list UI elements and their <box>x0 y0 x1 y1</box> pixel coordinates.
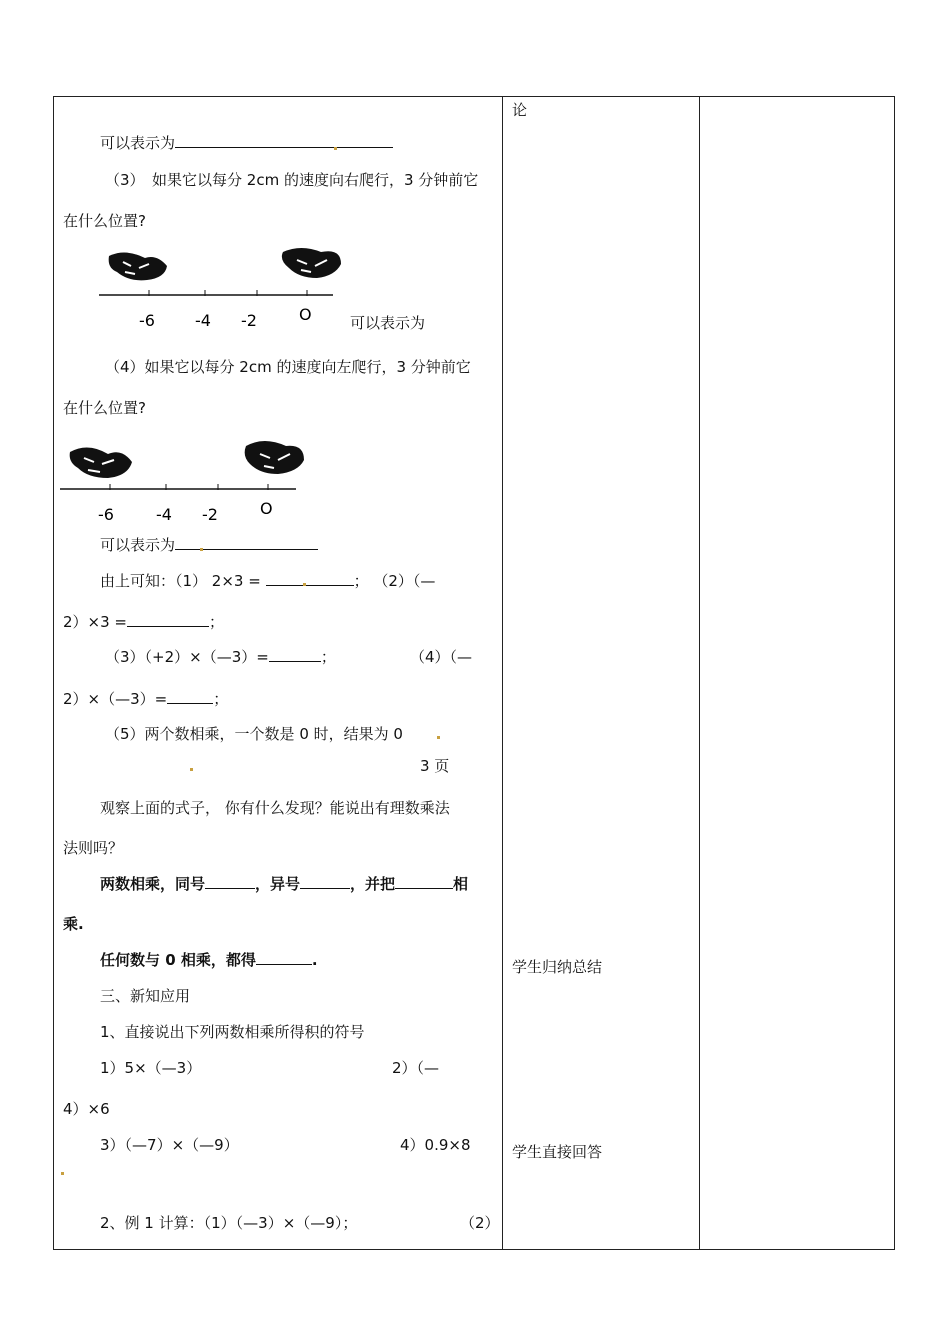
rule-text: . <box>311 951 318 969</box>
middle-note-answer: 学生直接回答 <box>512 1143 603 1161</box>
task-1-item-4: 4）0.9×8 <box>400 1136 471 1154</box>
summary-text: ； <box>320 648 336 666</box>
mark-dot <box>334 147 337 150</box>
mark-dot <box>200 548 203 551</box>
task-1-item-3: 3）（—7）×（—9） <box>100 1136 239 1154</box>
number-line-2 <box>58 432 318 528</box>
answer-blank <box>127 612 209 627</box>
tick-label: -2 <box>241 311 257 330</box>
answer-blank <box>269 647 321 662</box>
expr-label-2: 可以表示为 <box>350 314 426 332</box>
rule-text: ，并把 <box>350 875 396 893</box>
observe-line-cont: 法则吗？ <box>63 839 124 857</box>
rule-text: 两数相乘，同号 <box>100 875 206 893</box>
answer-blank <box>395 874 453 889</box>
expr-label: 可以表示为 <box>100 134 176 152</box>
answer-blank <box>167 689 213 704</box>
summary-line-c3: （4）（— <box>410 648 473 666</box>
bug-icon <box>282 248 341 278</box>
question-3-cont: 在什么位置? <box>63 212 146 230</box>
answer-blank <box>300 874 350 889</box>
bug-icon <box>70 447 132 478</box>
summary-text: 2）×3 = <box>63 613 127 631</box>
question-4: （4）如果它以每分 2cm 的速度向左爬行，3 分钟前它 <box>105 358 471 376</box>
rule-text: ，异号 <box>255 875 301 893</box>
summary-line-d <box>63 689 228 709</box>
tick-label: -4 <box>195 311 211 330</box>
answer-blank <box>175 535 318 550</box>
section-heading: 三、新知应用 <box>100 987 191 1005</box>
answer-blank <box>256 950 312 965</box>
answer-blank <box>175 133 393 148</box>
page-mark: 3 页 <box>420 757 450 775</box>
bug-icon <box>245 441 304 474</box>
rule-line-a <box>100 874 468 894</box>
summary-line-b <box>63 612 224 632</box>
rule-line-c <box>100 950 318 970</box>
middle-top-text: 论 <box>512 101 528 119</box>
summary-text: ； <box>209 613 225 631</box>
summary-text: 由上可知：（1） 2×3 = <box>100 572 266 590</box>
answer-blank <box>266 571 354 586</box>
expr-line-1 <box>100 133 393 153</box>
task-1-item-1: 1）5×（—3） <box>100 1059 202 1077</box>
rule-text: 任何数与 0 相乘，都得 <box>100 951 256 969</box>
rule-text: 相 <box>453 875 469 893</box>
task-1-item-2-cont: 4）×6 <box>63 1100 110 1118</box>
summary-text: ； （2）（— <box>353 572 436 590</box>
expr-line-3 <box>100 535 318 555</box>
summary-text: ； <box>213 690 229 708</box>
summary-line-e: （5）两个数相乘，一个数是 0 时，结果为 0 <box>105 725 403 743</box>
tick-label: -4 <box>156 505 172 524</box>
summary-text: 2）×（—3）= <box>63 690 168 708</box>
task-1: 1、直接说出下列两数相乘所得积的符号 <box>100 1023 365 1041</box>
mark-dot <box>190 768 193 771</box>
question-4-cont: 在什么位置? <box>63 399 146 417</box>
summary-line-a <box>100 571 435 591</box>
rule-line-b: 乘. <box>63 915 84 933</box>
number-line-1 <box>95 238 345 338</box>
mark-dot <box>61 1172 64 1175</box>
middle-note-summary: 学生归纳总结 <box>512 958 603 976</box>
tick-label: O <box>299 305 312 324</box>
bug-icon <box>109 252 167 280</box>
mark-dot <box>437 736 440 739</box>
question-3: （3） 如果它以每分 2cm 的速度向右爬行，3 分钟前它 <box>105 171 479 189</box>
mark-dot <box>303 583 306 586</box>
tick-label: -2 <box>202 505 218 524</box>
example-1: 2、例 1 计算：（1）（—3）×（—9）； <box>100 1214 358 1232</box>
tick-label: -6 <box>139 311 155 330</box>
tick-label: -6 <box>98 505 114 524</box>
answer-blank <box>205 874 255 889</box>
expr-label: 可以表示为 <box>100 536 176 554</box>
column-divider-1 <box>502 96 503 1250</box>
observe-line: 观察上面的式子， 你有什么发现？能说出有理数乘法 <box>100 799 450 817</box>
task-1-item-2: 2）（— <box>392 1059 440 1077</box>
summary-text: （3）（+2）×（—3）= <box>105 648 269 666</box>
column-divider-2 <box>699 96 700 1250</box>
tick-label: O <box>260 499 273 518</box>
summary-line-c <box>105 647 336 667</box>
example-1-part-2: （2） <box>460 1214 500 1232</box>
